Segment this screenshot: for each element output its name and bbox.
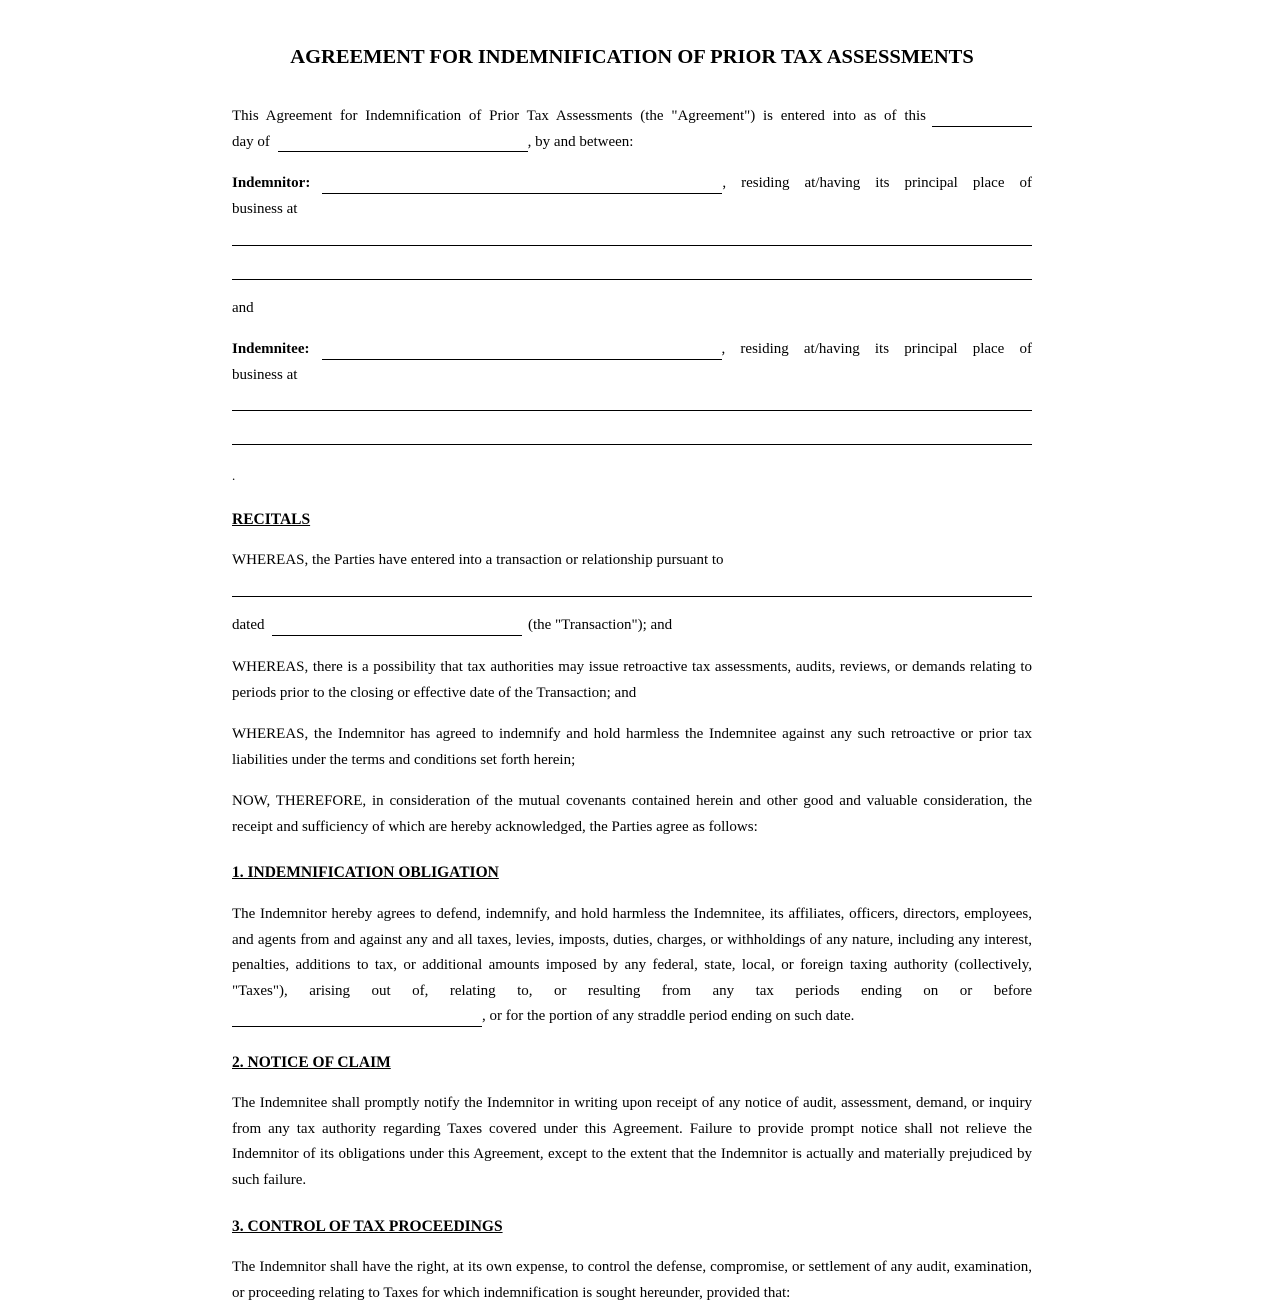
indemnitee-name-blank[interactable] <box>322 341 722 360</box>
date-day-blank[interactable] <box>932 108 1032 127</box>
intro-line-1: This Agreement for Indemnification of Prior Tax Assessments (the "Agreement") is entered into as of this <box>232 108 926 124</box>
section-1-heading: 1. INDEMNIFICATION OBLIGATION <box>232 864 499 881</box>
by-and-between-text: , by and between: <box>527 133 634 150</box>
section-1-text: The Indemnitor hereby agrees to defend, indemnify, and hold harmless the Indemnitee, its affiliates, officers, directors, employees, and agents from and against any and all taxes, levies, imposts, duties, charges, or withholdings of any nature, including any interest, penalties, additions to tax, or additional amounts imposed by any federal, state, local, or foreign taxing authority (collectively, "Taxes"), arising out of, relating to, or resulting from any tax periods ending on or before <box>232 906 1032 999</box>
indemnitee-residing-text: , residing at/having its principal place of <box>721 341 1032 357</box>
section-2-heading: 2. NOTICE OF CLAIM <box>232 1054 391 1071</box>
section-1-tail-text: , or for the portion of any straddle period ending on such date. <box>482 1008 855 1024</box>
indemnitor-paragraph <box>232 171 1032 222</box>
indemnitor-label: Indemnitor: <box>232 175 311 191</box>
now-therefore-text: NOW, THEREFORE, in consideration of the mutual covenants contained herein and other good and valuable consideration, the receipt and sufficiency of which are hereby acknowledged, the Parties agree as follows: <box>232 793 1032 835</box>
indemnitor-address-line-1[interactable] <box>232 245 1032 246</box>
indemnitor-name-blank[interactable] <box>322 175 722 194</box>
intro-paragraph <box>232 104 1032 155</box>
transaction-text: (the "Transaction"); and <box>527 617 673 633</box>
day-of-text: day of <box>232 133 270 150</box>
business-at-text-2: business at <box>232 366 298 383</box>
section-3-heading: 3. CONTROL OF TAX PROCEEDINGS <box>232 1218 503 1235</box>
period-mark: . <box>232 468 236 483</box>
dated-paragraph <box>232 613 1032 639</box>
document-title: AGREEMENT FOR INDEMNIFICATION OF PRIOR TAX ASSESSMENTS <box>290 46 974 68</box>
whereas-1-text: WHEREAS, the Parties have entered into a transaction or relationship pursuant to <box>232 552 724 568</box>
section-2-text: The Indemnitee shall promptly notify the Indemnitor in writing upon receipt of any notice of audit, assessment, demand, or inquiry from any tax authority regarding Taxes covered under this Agreement. Failure to provide prompt notice shall not relieve the Indemnitor of its obligations under this Agreement, except to the extent that the Indemnitor is actually and materially prejudiced by such failure. <box>232 1095 1032 1188</box>
section-1-paragraph <box>232 902 1032 1030</box>
and-text: and <box>232 300 254 316</box>
indemnitee-address-line-1[interactable] <box>232 410 1032 411</box>
tax-period-date-blank[interactable] <box>232 1008 482 1027</box>
indemnitee-address-line-2[interactable] <box>232 444 1032 445</box>
indemnitor-address-line-2[interactable] <box>232 279 1032 280</box>
section-3-text: The Indemnitor shall have the right, at its own expense, to control the defense, compromise, or settlement of any audit, examination, or proceeding relating to Taxes for which indemnification is sought hereunder, provided that: <box>232 1259 1032 1301</box>
recitals-heading: RECITALS <box>232 511 311 528</box>
date-month-blank[interactable] <box>278 133 528 152</box>
business-at-text-1: business at <box>232 200 298 217</box>
indemnitee-label: Indemnitee: <box>232 341 310 357</box>
whereas-3-text: WHEREAS, the Indemnitor has agreed to indemnify and hold harmless the Indemnitee against any such retroactive or prior tax liabilities under the terms and conditions set forth herein; <box>232 726 1032 768</box>
dated-label: dated <box>232 617 265 633</box>
indemnitor-residing-text: , residing at/having its principal place of <box>722 175 1032 191</box>
transaction-date-blank[interactable] <box>272 617 522 636</box>
whereas-2-text: WHEREAS, there is a possibility that tax authorities may issue retroactive tax assessments, audits, reviews, or demands relating to periods prior to the closing or effective date of the Transaction; and <box>232 659 1032 701</box>
indemnitee-paragraph <box>232 337 1032 388</box>
transaction-description-line[interactable] <box>232 596 1032 597</box>
